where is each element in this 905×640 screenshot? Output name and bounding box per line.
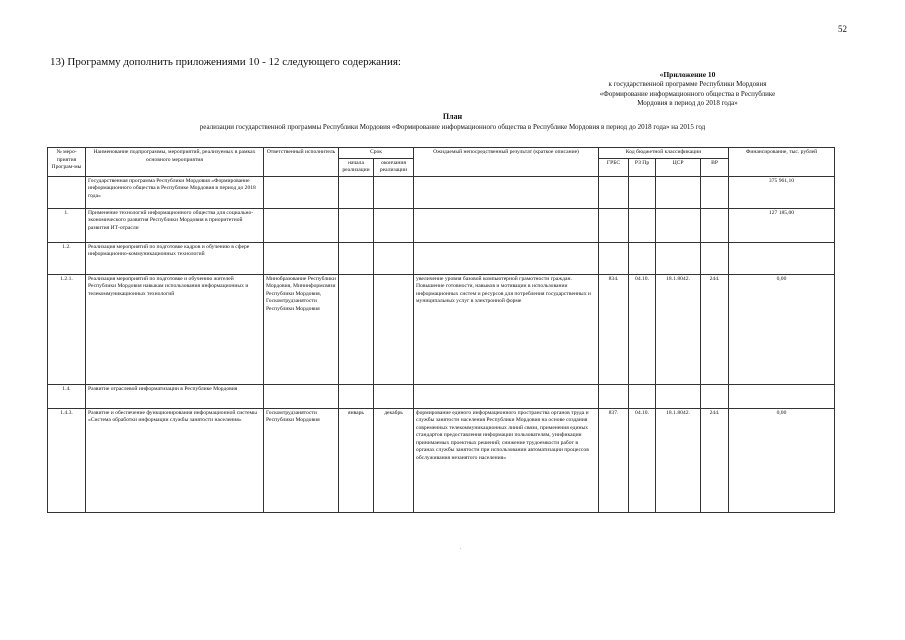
table-row	[48, 274, 835, 384]
row-grbs: 834.	[599, 274, 629, 384]
plan-title: План	[442, 112, 463, 121]
row-financing: 0,00	[729, 408, 835, 512]
header-term: Срок	[339, 148, 414, 159]
row-responsible	[264, 384, 339, 408]
row-responsible: Минобразование Республики Мордовия, Мининформсвязи Республики Мордовия, Госкомтрудзанятости Республики Мордовия	[264, 274, 339, 384]
row-rz	[629, 242, 656, 274]
row-end	[374, 176, 414, 208]
row-name: Реализация мероприятий по подготовке кадров и обучению в сфере информационно-коммуникационных технологий	[86, 242, 264, 274]
row-result	[414, 176, 599, 208]
row-num: 1.	[48, 208, 86, 242]
row-responsible	[264, 176, 339, 208]
header-vr: ВР	[701, 158, 729, 176]
row-end	[374, 274, 414, 384]
plan-table	[47, 147, 835, 513]
row-rz	[629, 176, 656, 208]
row-name: Развитие отраслевой информатизации в Республике Мордовия	[86, 384, 264, 408]
header-budget-code: Код бюджетной классификации	[599, 148, 729, 159]
page-number: 52	[838, 24, 847, 34]
row-grbs	[599, 242, 629, 274]
row-csr	[656, 176, 701, 208]
row-name: Государственная программа Республики Мордовия «Формирование информационного общества в Республике Мордовия в период до 2018 года»	[86, 176, 264, 208]
row-grbs	[599, 384, 629, 408]
row-csr: 18.1.8042.	[656, 274, 701, 384]
table-row	[48, 208, 835, 242]
row-start	[339, 208, 374, 242]
row-rz	[629, 384, 656, 408]
appendix-header	[565, 70, 810, 108]
row-rz: 04.10.	[629, 274, 656, 384]
table-row	[48, 242, 835, 274]
row-num: 1.2.	[48, 242, 86, 274]
row-financing	[729, 242, 835, 274]
intro-text: 13) Программу дополнить приложениями 10 - 12 следующего содержания:	[50, 56, 401, 68]
row-vr	[701, 208, 729, 242]
scan-mark: .	[460, 545, 462, 551]
header-result: Ожидаемый непосредственный результат (краткое описание)	[414, 148, 599, 177]
row-rz	[629, 208, 656, 242]
row-name: Реализация мероприятий по подготовке и обучению жителей Республики Мордовия навыкам использования информационных и телекоммуникационных технологий	[86, 274, 264, 384]
appendix-line: Мордовия в период до 2018 года»	[637, 99, 738, 107]
row-rz: 04.10.	[629, 408, 656, 512]
row-num	[48, 176, 86, 208]
row-start: январь	[339, 408, 374, 512]
row-result: увеличение уровня базовой компьютерной грамотности граждан. Повышение готовности, навыков и мотивации в использовании информационных систем и ресурсов для потребления государственных и муниципальных услуг в электронной форме	[414, 274, 599, 384]
row-vr	[701, 384, 729, 408]
row-num: 1.2.1.	[48, 274, 86, 384]
row-num: 1.4.3.	[48, 408, 86, 512]
row-start	[339, 176, 374, 208]
header-rz: РЗ Пр	[629, 158, 656, 176]
appendix-line: к государственной программе Республики Мордовия	[608, 80, 767, 89]
plan-subtitle: реализации государственной программы Республики Мордовия «Формирование информационного общества в Республике Мордовия в период до 2018 года» на 2015 год	[199, 123, 706, 131]
row-csr	[656, 208, 701, 242]
row-vr	[701, 176, 729, 208]
row-name: Развитие и обеспечение функционирования информационной системы «Система обработки информации службы занятости населения»	[86, 408, 264, 512]
row-name: Применение технологий информационного общества для социально-экономического развития Республики Мордовия в приоритетной развития ИТ-отрасли	[86, 208, 264, 242]
row-start	[339, 242, 374, 274]
appendix-line: «Формирование информационного общества в Республике	[599, 89, 776, 98]
row-financing: 375 961,10	[729, 176, 835, 208]
header-grbs: ГРБС	[599, 158, 629, 176]
header-end: окончания реализации	[374, 158, 414, 176]
row-grbs	[599, 208, 629, 242]
row-responsible	[264, 242, 339, 274]
row-responsible: Госкомтрудзанятости Республики Мордовия	[264, 408, 339, 512]
row-grbs: 837.	[599, 408, 629, 512]
row-start	[339, 384, 374, 408]
row-num: 1.4.	[48, 384, 86, 408]
header-responsible: Ответственный исполнитель	[264, 148, 339, 177]
row-vr: 244.	[701, 274, 729, 384]
row-result: формирование единого информационного пространства органов труда и службы занятости населения Республики Мордовия на основе создания современных телекоммуникационных линий связи, применения единых стандартов предоставления информации пользователям, унификации принимаемых проектных решений; снижение трудоемкости работ в органах службы занятости при использовании автоматизации процессов обслуживания незанятого населения»	[414, 408, 599, 512]
appendix-title: «Приложение 10	[659, 70, 716, 79]
header-name: Наименование подпрограммы, мероприятий, реализуемых в рамках основного мероприятия	[86, 148, 264, 177]
row-csr: 18.1.8042.	[656, 408, 701, 512]
table-row	[48, 384, 835, 408]
header-num: № меро-приятия Програм-мы	[48, 148, 86, 177]
row-responsible	[264, 208, 339, 242]
row-vr	[701, 242, 729, 274]
row-end	[374, 384, 414, 408]
header-start: начала реализации	[339, 158, 374, 176]
table-row	[48, 176, 835, 208]
row-result	[414, 242, 599, 274]
row-end	[374, 242, 414, 274]
row-financing	[729, 384, 835, 408]
row-csr	[656, 242, 701, 274]
row-end	[374, 208, 414, 242]
row-result	[414, 384, 599, 408]
row-financing: 127 185,00	[729, 208, 835, 242]
header-financing: Финансирование, тыс. рублей	[729, 148, 835, 177]
row-end: декабрь	[374, 408, 414, 512]
table-row	[48, 408, 835, 512]
row-financing: 0,00	[729, 274, 835, 384]
row-grbs	[599, 176, 629, 208]
row-csr	[656, 384, 701, 408]
row-start	[339, 274, 374, 384]
row-result	[414, 208, 599, 242]
header-csr: ЦСР	[656, 158, 701, 176]
row-vr: 244.	[701, 408, 729, 512]
